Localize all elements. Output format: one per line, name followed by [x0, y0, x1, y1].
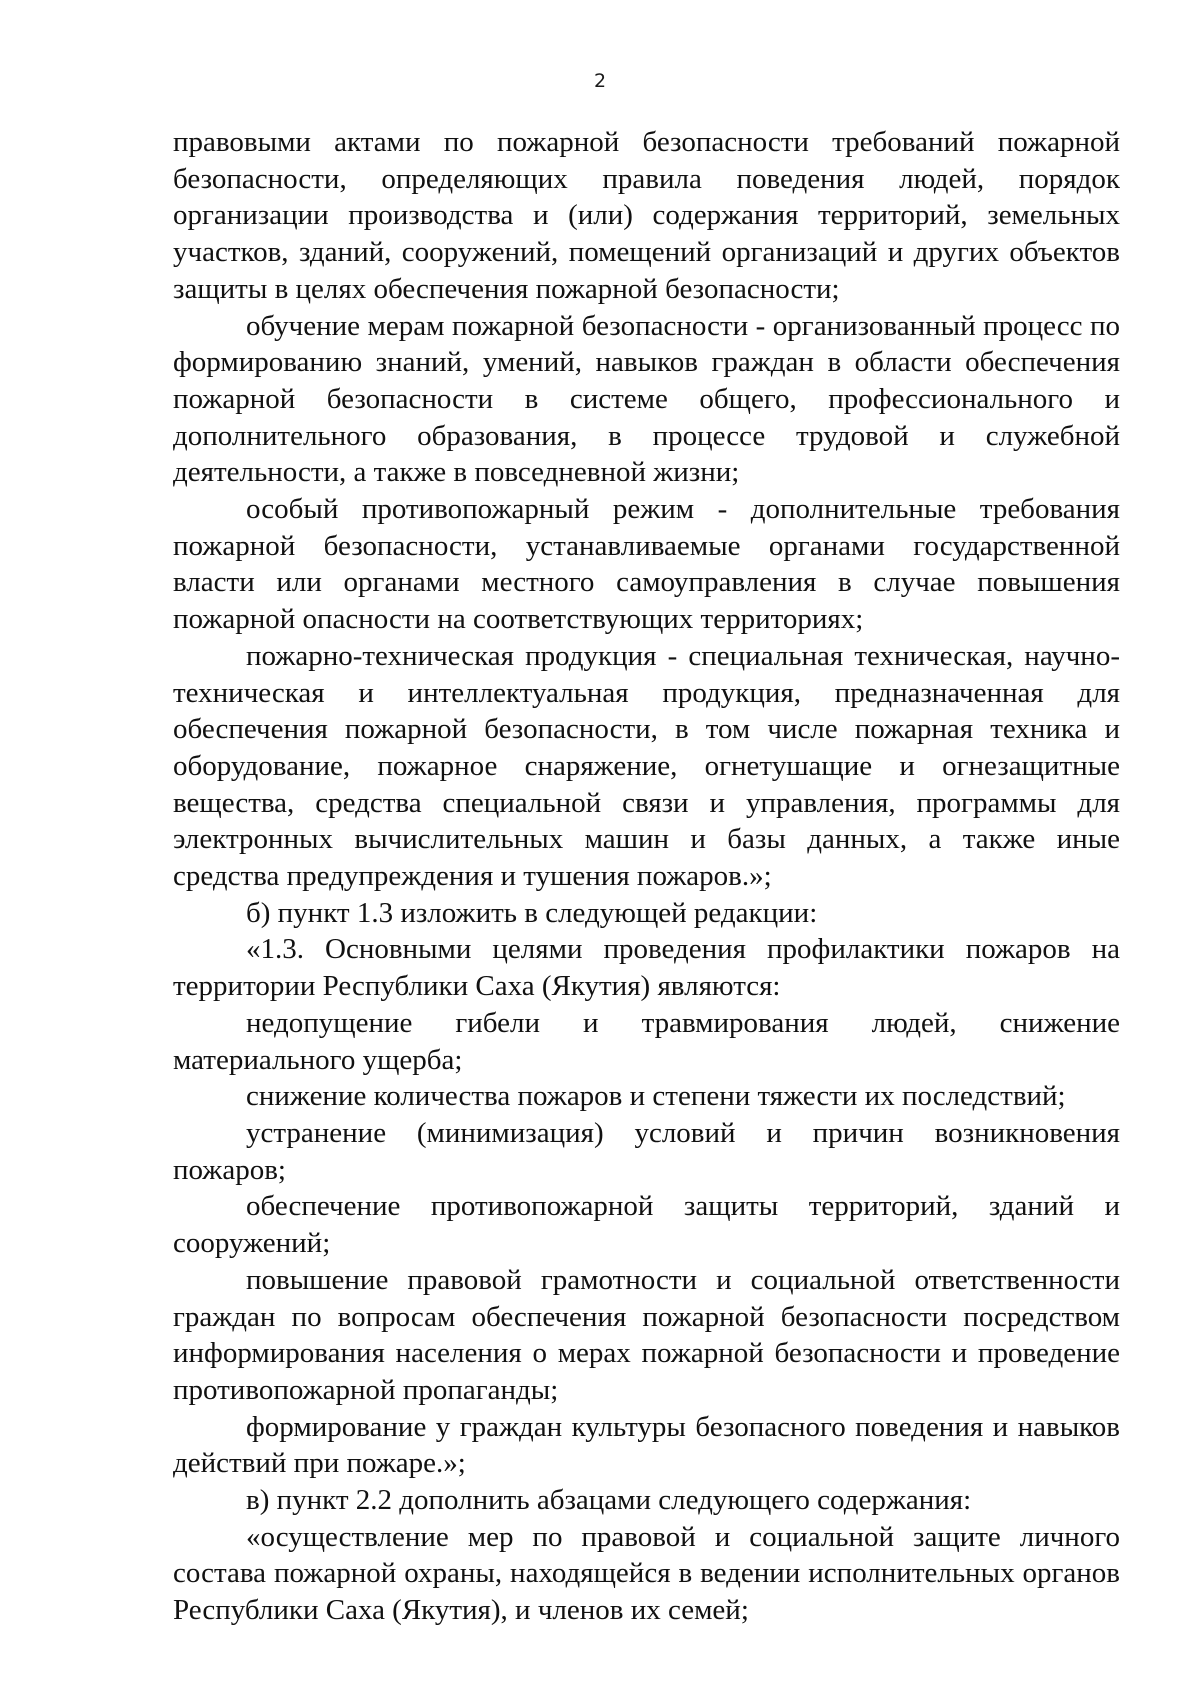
document-body — [173, 124, 1120, 1629]
paragraph-amend-2-2: в) пункт 2.2 дополнить абзацами следующего содержания: — [246, 1484, 972, 1517]
paragraph-new-clause: «осуществление мер по правовой и социальной защите личного состава пожарной охраны, находящейся в ведении исполнительных органов Республики Саха (Якутия), и членов их семей; — [173, 1520, 1120, 1627]
paragraph-amend-1-3: б) пункт 1.3 изложить в следующей редакции: — [246, 896, 818, 929]
paragraph-goals-intro: «1.3. Основными целями проведения профилактики пожаров на территории Республики Саха (Якутия) являются: — [173, 933, 1120, 1003]
paragraph-special-fire-regime: особый противопожарный режим - дополнительные требования пожарной безопасности, устанавливаемые органами государственной власти или органами местного самоуправления в случае повышения пожарной опасности на соответствующих территориях; — [173, 493, 1120, 636]
paragraph-fire-safety-training: обучение мерам пожарной безопасности - организованный процесс по формированию знаний, умений, навыков граждан в области обеспечения пожарной безопасности в системе общего, профессионального и дополнительного образования, в процессе трудовой и служебной деятельности, а также в повседневной жизни; — [173, 309, 1120, 489]
paragraph-goal-2: снижение количества пожаров и степени тяжести их последствий; — [246, 1080, 1066, 1113]
page-number: 2 — [593, 70, 607, 92]
paragraph-goal-5: повышение правовой грамотности и социальной ответственности граждан по вопросам обеспечения пожарной безопасности посредством информирования населения о мерах пожарной безопасности и проведение противопожарной пропаганды; — [173, 1263, 1120, 1406]
paragraph-goal-1: недопущение гибели и травмирования людей, снижение материального ущерба; — [173, 1006, 1120, 1076]
paragraph-continuation: правовыми актами по пожарной безопасности требований пожарной безопасности, определяющих правила поведения людей, порядок организации производства и (или) содержания территорий, земельных участков, зданий, сооружений, помещений организаций и других объектов защиты в целях обеспечения пожарной безопасности; — [173, 126, 1120, 305]
paragraph-goal-3: устранение (минимизация) условий и причин возникновения пожаров; — [173, 1116, 1120, 1186]
paragraph-goal-6: формирование у граждан культуры безопасного поведения и навыков действий при пожаре.»; — [173, 1410, 1120, 1480]
paragraph-fire-technical-products: пожарно-техническая продукция - специальная техническая, научно-техническая и интеллектуальная продукция, предназначенная для обеспечения пожарной безопасности, в том числе пожарная техника и оборудование, пожарное снаряжение, огнетушащие и огнезащитные вещества, средства специальной связи и управления, программы для электронных вычислительных машин и базы данных, а также иные средства предупреждения и тушения пожаров.»; — [173, 639, 1120, 893]
paragraph-goal-4: обеспечение противопожарной защиты территорий, зданий и сооружений; — [173, 1190, 1120, 1260]
